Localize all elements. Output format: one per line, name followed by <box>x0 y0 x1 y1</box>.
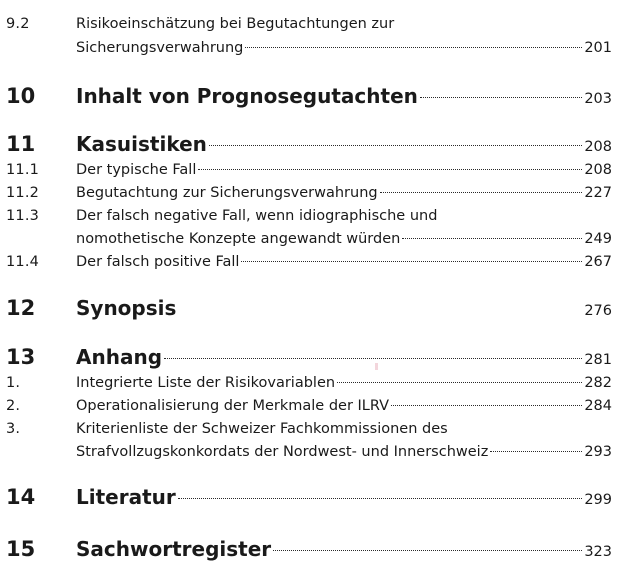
scan-artifact <box>375 363 378 370</box>
entry-title: Der typische Fall <box>76 162 197 178</box>
chapter-number: 10 <box>6 84 36 108</box>
page-number: 227 <box>584 185 612 201</box>
dot-leader <box>420 97 582 98</box>
dot-leader <box>209 145 582 146</box>
page-number: 208 <box>584 139 612 155</box>
page-number: 249 <box>584 231 612 247</box>
page-number: 208 <box>584 162 612 178</box>
chapter-title: Sachwortregister <box>76 537 272 561</box>
dot-leader <box>241 261 582 262</box>
chapter-title: Anhang <box>76 345 163 369</box>
dot-leader <box>391 405 582 406</box>
entry-number: 9.2 <box>6 16 30 32</box>
dot-leader <box>164 358 582 359</box>
chapter-title: Literatur <box>76 485 176 509</box>
entry-number: 2. <box>6 398 21 414</box>
entry-number: 11.4 <box>6 254 40 270</box>
entry-title: Integrierte Liste der Risikovariablen <box>76 375 336 391</box>
entry-number: 1. <box>6 375 21 391</box>
page-number: 203 <box>584 91 612 107</box>
dot-leader <box>402 238 582 239</box>
dot-leader <box>178 498 583 499</box>
entry-title-line1: Kriterienliste der Schweizer Fachkommissionen des <box>76 421 448 437</box>
entry-number: 11.2 <box>6 185 40 201</box>
entry-title-line2: Sicherungsverwahrung <box>76 40 244 56</box>
dot-leader <box>198 169 582 170</box>
entry-title: Der falsch positive Fall <box>76 254 240 270</box>
entry-title-line1: Risikoeinschätzung bei Begutachtungen zur <box>76 16 395 32</box>
page-number: 293 <box>584 444 612 460</box>
entry-number: 11.3 <box>6 208 40 224</box>
page-number: 323 <box>584 544 612 560</box>
dot-leader <box>490 451 582 452</box>
dot-leader <box>380 192 583 193</box>
entry-number: 3. <box>6 421 21 437</box>
chapter-number: 12 <box>6 296 36 320</box>
chapter-number: 14 <box>6 485 36 509</box>
chapter-number: 15 <box>6 537 36 561</box>
page-number: 299 <box>584 492 612 508</box>
chapter-title: Inhalt von Prognosegutachten <box>76 84 418 108</box>
page-number: 267 <box>584 254 612 270</box>
page-number: 276 <box>584 303 612 319</box>
dot-leader <box>273 550 582 551</box>
page-number: 201 <box>584 40 612 56</box>
chapter-title: Kasuistiken <box>76 132 207 156</box>
page-number: 284 <box>584 398 612 414</box>
entry-title: Operationalisierung der Merkmale der ILRV <box>76 398 390 414</box>
dot-leader <box>178 309 582 310</box>
chapter-number: 11 <box>6 132 36 156</box>
entry-title-line1: Der falsch negative Fall, wenn idiographische und <box>76 208 438 224</box>
chapter-number: 13 <box>6 345 36 369</box>
entry-title-line2: Strafvollzugskonkordats der Nordwest- und Innerschweiz <box>76 444 489 460</box>
dot-leader <box>245 47 582 48</box>
dot-leader <box>337 382 582 383</box>
page-number: 281 <box>584 352 612 368</box>
chapter-title: Synopsis <box>76 296 177 320</box>
page-number: 282 <box>584 375 612 391</box>
entry-number: 11.1 <box>6 162 40 178</box>
entry-title: Begutachtung zur Sicherungsverwahrung <box>76 185 378 201</box>
entry-title-line2: nomothetische Konzepte angewandt würden <box>76 231 401 247</box>
